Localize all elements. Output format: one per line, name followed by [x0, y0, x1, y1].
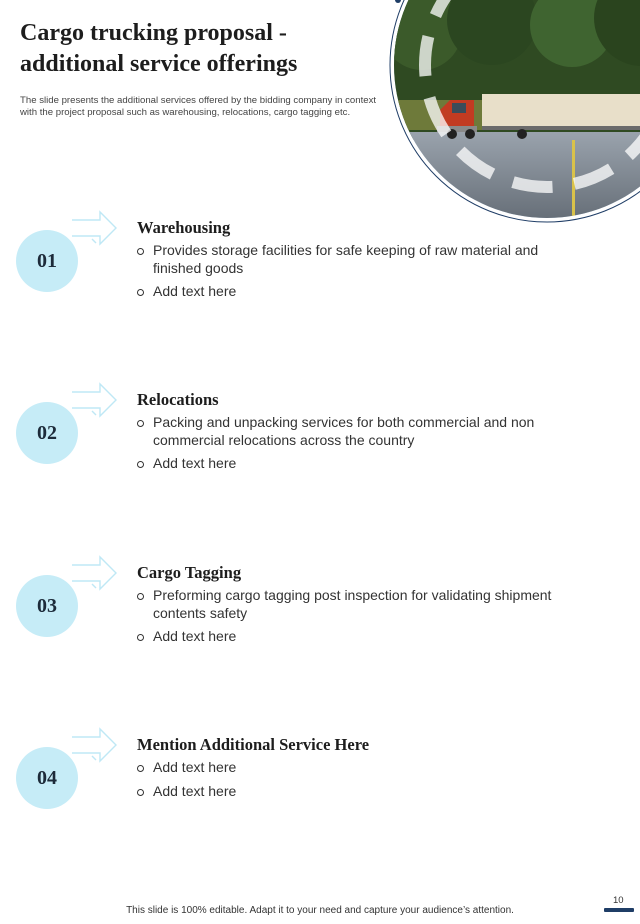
- bullet-text: Add text here: [153, 628, 237, 644]
- service-title: Mention Additional Service Here: [137, 735, 370, 754]
- bullet-text: Add text here: [153, 782, 237, 799]
- bullet-item: [137, 587, 567, 622]
- service-title: Relocations: [137, 390, 219, 409]
- bullet-item: [137, 455, 567, 473]
- hollow-circle-bullet-icon: [137, 593, 144, 600]
- bullet-text: Provides storage facilities for safe keeping of raw material and finished goods: [153, 242, 539, 276]
- hollow-circle-bullet-icon: [137, 461, 144, 468]
- service-bullets: [137, 414, 567, 479]
- service-bullets: [137, 242, 567, 307]
- hollow-circle-bullet-icon: [137, 289, 144, 296]
- service-item-3: [0, 545, 640, 665]
- bullet-text: Add text here: [153, 759, 237, 775]
- service-bullets: [137, 759, 567, 806]
- bullet-item: [137, 414, 567, 449]
- page-title: Cargo trucking proposal - additional service offerings: [20, 20, 298, 77]
- bullet-item: [137, 628, 567, 646]
- footer-note: This slide is 100% editable. Adapt it to your need and capture your audience’s attention.: [126, 905, 514, 916]
- service-number-badge: 03: [16, 575, 78, 637]
- bullet-item: [137, 242, 567, 277]
- service-bullets: [137, 587, 567, 652]
- service-number-badge: 02: [16, 402, 78, 464]
- bullet-text: Add text here: [153, 283, 237, 299]
- hollow-circle-bullet-icon: [137, 248, 144, 255]
- truck-photo: [382, 0, 640, 230]
- page-number: 10: [613, 895, 624, 906]
- arrow-outline-icon: [70, 380, 120, 420]
- hollow-circle-bullet-icon: [137, 789, 144, 796]
- service-item-2: [0, 372, 640, 492]
- page-subtitle: The slide presents the additional services offered by the bidding company in context with the project proposal such as warehousing, relocations, cargo tagging etc.: [20, 95, 377, 118]
- hollow-circle-bullet-icon: [137, 634, 144, 641]
- service-item-4: [0, 717, 640, 837]
- arrow-outline-icon: [70, 553, 120, 593]
- bullet-item: [137, 759, 567, 777]
- bullet-item: [137, 283, 567, 301]
- service-item-1: [0, 200, 640, 320]
- hollow-circle-bullet-icon: [137, 420, 144, 427]
- service-title: Warehousing: [137, 218, 231, 237]
- service-number-badge: 04: [16, 747, 78, 809]
- bullet-item: [137, 783, 567, 801]
- bullet-text: Add text here: [153, 455, 237, 471]
- service-number-badge: 01: [16, 230, 78, 292]
- bullet-text: Preforming cargo tagging post inspection for validating shipment contents safety: [153, 587, 552, 621]
- bullet-text: Packing and unpacking services for both commercial and non commercial relocations across the country: [153, 414, 535, 448]
- service-title: Cargo Tagging: [137, 563, 242, 582]
- arrow-outline-icon: [70, 725, 120, 765]
- hollow-circle-bullet-icon: [137, 765, 144, 772]
- arrow-outline-icon: [70, 208, 120, 248]
